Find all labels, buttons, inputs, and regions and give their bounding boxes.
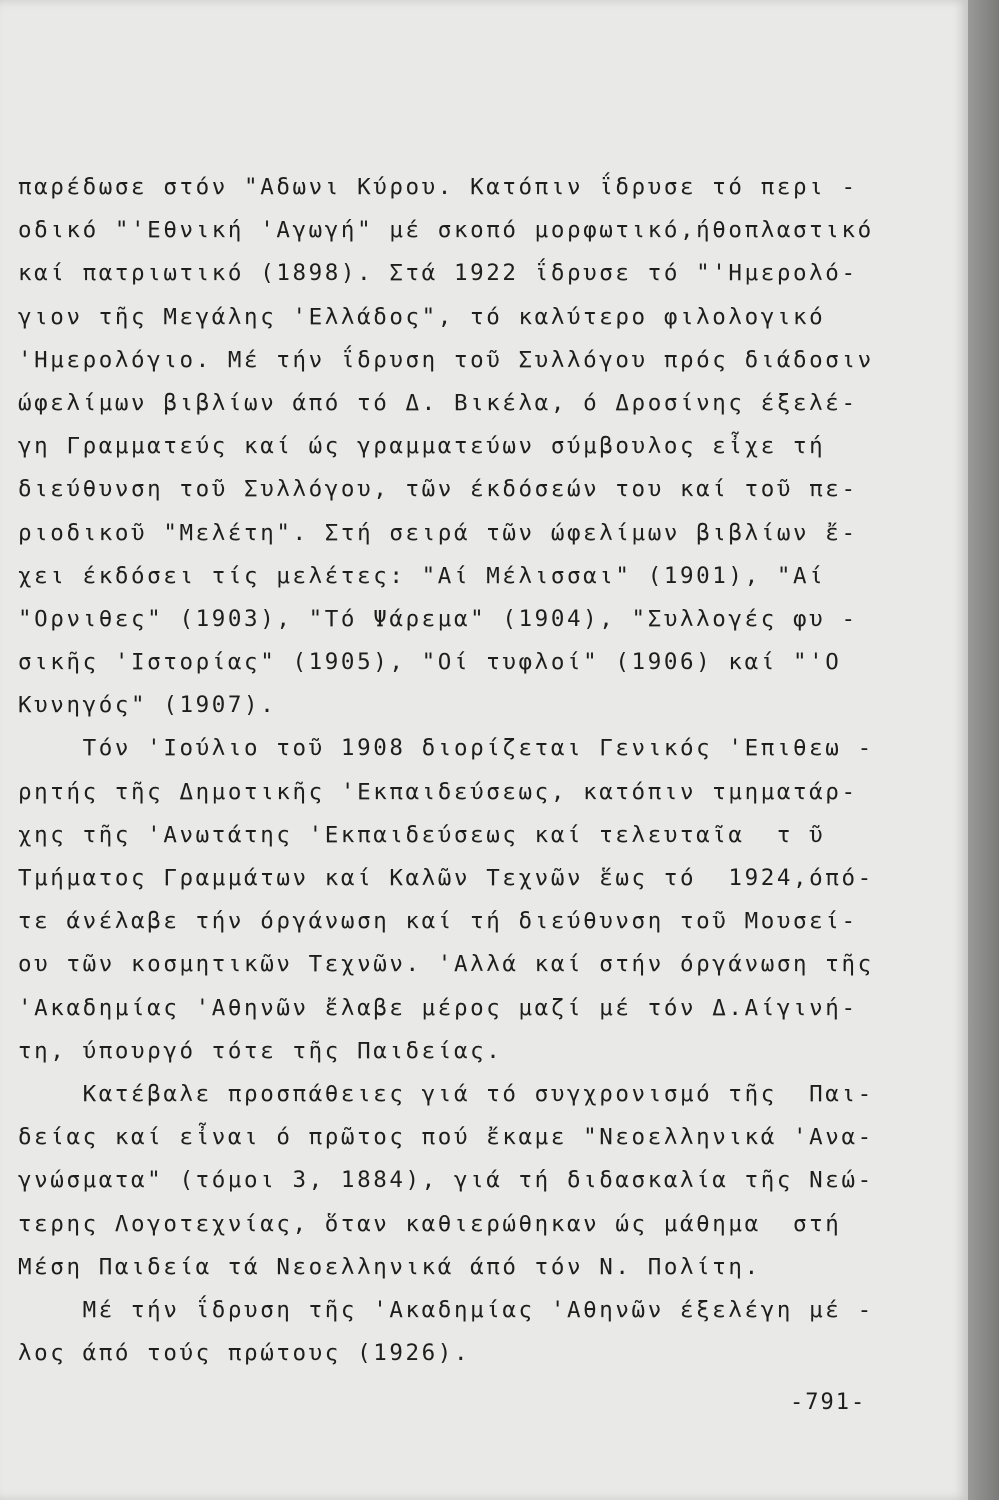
text-line: 'Ημερολόγιο. Μέ τήν ΐδρυση τοῦ Συλλόγου πρός διάδοσιν — [18, 346, 874, 373]
text-line: γη Γραμματεύς καί ώς γραμματεύων σύμβουλος εἶχε τή — [18, 433, 826, 460]
text-line: γνώσματα" (τόμοι 3, 1884), γιά τή διδασκαλία τῆς Νεώ- — [18, 1167, 874, 1194]
text-line: καί πατριωτικό (1898). Στά 1922 ΐδρυσε τό "'Ημερολό- — [18, 260, 858, 287]
page-edge-shadow — [968, 0, 999, 1500]
text-line: σικῆς 'Ιστορίας" (1905), "Οί τυφλοί" (1906) καί "'Ο — [18, 649, 842, 676]
text-line: παρέδωσε στόν "Αδωνι Κύρου. Κατόπιν ΐδρυσε τό περι - — [18, 174, 858, 200]
text-line: ου τῶν κοσμητικῶν Τεχνῶν. 'Αλλά καί στήν όργάνωση τῆς — [18, 951, 874, 978]
text-line: λος άπό τούς πρώτους (1926). — [18, 1340, 471, 1367]
text-line: "Ορνιθες" (1903), "Τό Ψάρεμα" (1904), "Συλλογές φυ - — [18, 605, 858, 632]
body-text — [18, 166, 918, 1375]
text-line: δείας καί εἶναι ό πρῶτος πού ἔκαμε "Νεοελληνικά 'Ανα- — [18, 1124, 874, 1151]
text-line: Τμήματος Γραμμάτων καί Καλῶν Τεχνῶν ἕως τό 1924,όπό- — [18, 865, 874, 891]
text-line: Μέ τήν ΐδρυση τῆς 'Ακαδημίας 'Αθηνῶν έξελέγη μέ - — [18, 1296, 874, 1323]
text-line: διεύθυνση τοῦ Συλλόγου, τῶν έκδόσεών του καί τοῦ πε- — [18, 476, 858, 503]
text-line: Κατέβαλε προσπάθειες γιά τό συγχρονισμό τῆς Παι- — [18, 1080, 874, 1107]
text-line: χει έκδόσει τίς μελέτες: "Αί Μέλισσαι" (1901), "Αί — [18, 562, 826, 589]
text-line: τη, ύπουργό τότε τῆς Παιδείας. — [18, 1037, 503, 1064]
text-line: ώφελίμων βιβλίων άπό τό Δ. Βικέλα, ό Δροσίνης έξελέ- — [18, 389, 858, 416]
page-number: -791- — [790, 1390, 867, 1415]
text-line: ριοδικοῦ "Μελέτη". Στή σειρά τῶν ώφελίμων βιβλίων ἔ- — [18, 519, 858, 546]
text-line: τερης Λογοτεχνίας, ὅταν καθιερώθηκαν ώς μάθημα στή — [18, 1210, 842, 1237]
text-line: οδικό "'Εθνική 'Αγωγή" μέ σκοπό μορφωτικό,ήθοπλαστικό — [18, 217, 874, 244]
text-line: χης τῆς 'Ανωτάτης 'Εκπαιδεύσεως καί τελευταῖα τ ῦ — [18, 821, 826, 848]
text-line: Κυνηγός" (1907). — [18, 692, 277, 719]
text-line: γιον τῆς Μεγάλης 'Ελλάδος", τό καλύτερο φιλολογικό — [18, 303, 826, 330]
text-line: τε άνέλαβε τήν όργάνωση καί τή διεύθυνση τοῦ Μουσεί- — [18, 908, 858, 935]
text-line: Τόν 'Ιούλιο τοῦ 1908 διορίζεται Γενικός 'Επιθεω - — [18, 735, 874, 762]
text-line: ρητής τῆς Δημοτικῆς 'Εκπαιδεύσεως, κατόπιν τμηματάρ- — [18, 778, 858, 805]
text-line: Μέση Παιδεία τά Νεοελληνικά άπό τόν Ν. Πολίτη. — [18, 1253, 761, 1280]
text-line: 'Ακαδημίας 'Αθηνῶν ἔλαβε μέρος μαζί μέ τόν Δ.Αίγινή- — [18, 994, 858, 1021]
